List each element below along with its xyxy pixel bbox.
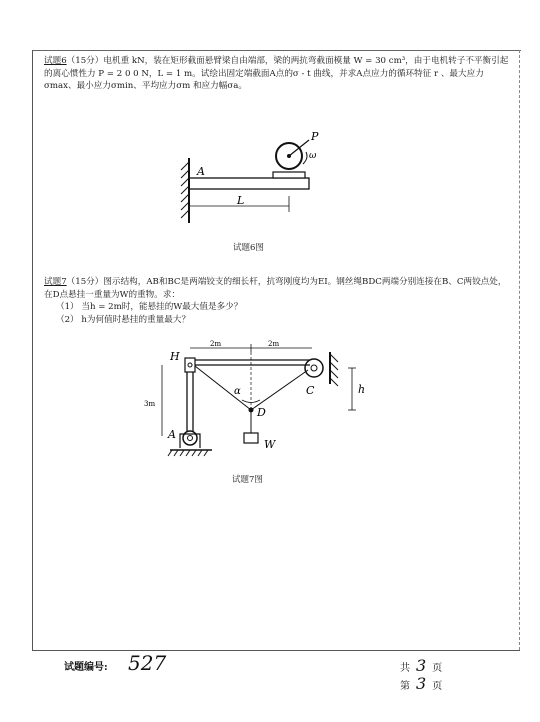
question-7 (44, 276, 514, 326)
question-7-sub2: （2） h为何值时悬挂的重量最大？ (56, 314, 191, 325)
fig7-support-C-center (311, 365, 317, 371)
current-page-value: 3 (416, 674, 427, 693)
fig7-support-A (183, 431, 197, 445)
fig7-ground-hatch (168, 450, 208, 456)
fig7-pin-H (185, 358, 195, 372)
fig6-motor-base (273, 172, 305, 178)
fig6-label-omega: ω (309, 151, 317, 161)
question-6-text: 电机重 kN，装在矩形截面悬臂梁自由端部，梁的两抗弯截面模量 W = 30 cm³，由于电机转子不平衡引起的离心惯性力 P = 2 0 0 N，L = 1 m。试绘出固定端截面A点的σ - t 曲线，并求A点应力的循环特征 r 、最大应力σmax、最小应力σmin、平均应力σm 和应力幅σa。 (44, 56, 509, 91)
fig7-label-A: A (168, 428, 176, 441)
page-frame-bottom (32, 650, 520, 651)
fig7-dim-top-left: 2m (210, 340, 222, 348)
fig7-label-W: W (264, 438, 276, 451)
fig7-label-h: h (358, 383, 366, 396)
fig7-wall-hatch-right (330, 354, 338, 386)
fig7-dim-left-label: 3m (144, 400, 156, 408)
fig6-wall-hatch (181, 162, 189, 218)
fig6-label-A: A (197, 165, 205, 178)
fig6-beam (189, 178, 309, 189)
exam-code-value: 527 (128, 651, 167, 675)
question-6-caption: 试题6图 (233, 243, 264, 253)
current-page (400, 674, 442, 693)
question-7-points: （15分） (66, 277, 104, 287)
exam-code-label: 试题编号: (64, 662, 108, 673)
fig6-omega-arrow (303, 152, 307, 164)
fig7-support-C (305, 359, 323, 377)
page-frame-right (519, 50, 520, 650)
fig6-label-P: P (311, 130, 319, 143)
question-6-points: （15分） (66, 56, 104, 66)
fig7-label-C: C (306, 384, 315, 397)
question-6-label: 试题6 (44, 56, 67, 66)
question-7-figure (140, 338, 380, 468)
fig7-weight (244, 433, 258, 443)
fig7-rope-right (251, 370, 308, 410)
current-page-prefix: 第 (400, 681, 410, 692)
fig7-rope-left (195, 366, 251, 410)
current-page-suffix: 页 (432, 681, 443, 692)
total-pages-suffix: 页 (432, 663, 443, 674)
question-6 (44, 55, 514, 93)
question-7-sub1: （1） 当h = 2m时，能悬挂的W最大值是多少？ (56, 302, 243, 312)
question-7-label: 试题7 (44, 277, 67, 287)
total-pages-prefix: 共 (400, 663, 410, 674)
fig7-label-D: D (257, 406, 266, 419)
question-7-caption: 试题7图 (232, 475, 263, 485)
total-pages (400, 656, 442, 675)
fig6-label-L: L (237, 194, 245, 207)
fig7-support-A-center (188, 436, 193, 441)
question-6-figure (175, 128, 340, 233)
fig7-label-H: H (170, 350, 180, 363)
fig7-label-alpha: α (234, 386, 241, 397)
fig7-angle-arc (242, 400, 260, 403)
fig7-node-D (249, 408, 254, 413)
fig7-dim-top-right: 2m (268, 340, 280, 348)
total-pages-value: 3 (416, 656, 427, 675)
question-7-text: 图示结构，AB和BC是两端铰支的细长杆，抗弯刚度均为EI。钢丝绳BDC两端分别连接在B、C两铰点处，在D点悬挂一重量为W的重物。求： (44, 277, 507, 300)
